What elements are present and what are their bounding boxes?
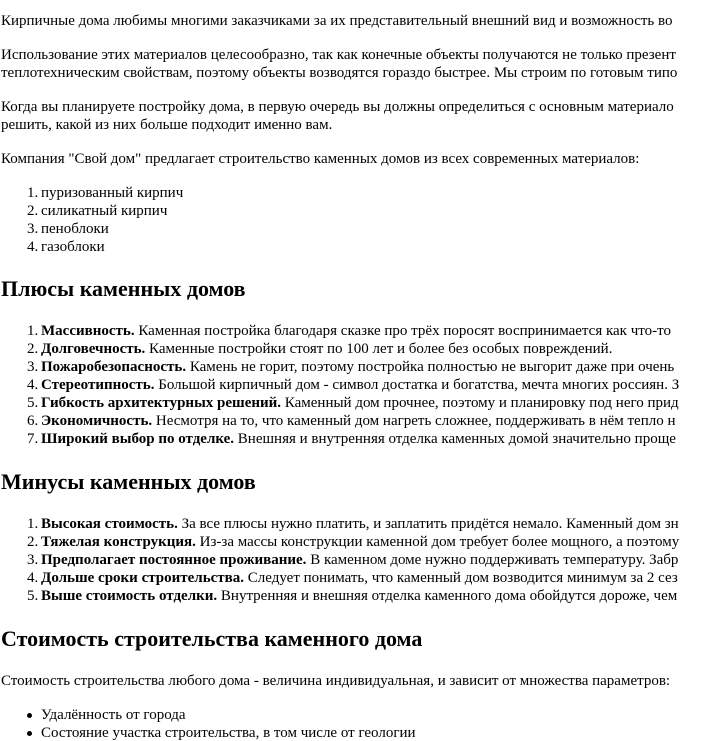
intro-paragraph-3-line-1: Когда вы планируете постройку дома, в первую очередь вы должны определиться с основным материало xyxy=(1,99,674,115)
list-item: 3. пеноблоки xyxy=(27,221,109,237)
intro-paragraph-3 xyxy=(1,98,717,134)
list-item: 6. Экономичность. Несмотря на то, что каменный дом нагреть сложнее, поддерживать в нём тепло н xyxy=(27,413,676,429)
list-item: 5. Выше стоимость отделки. Внутренняя и внешняя отделка каменного дома обойдутся дороже, чем xyxy=(27,588,678,604)
pros-heading: Плюсы каменных домов xyxy=(1,276,246,301)
list-item: 5. Гибкость архитектурных решений. Каменный дом прочнее, поэтому и планировку под него прид xyxy=(27,395,679,411)
intro-paragraph-1 xyxy=(1,12,717,30)
intro-paragraph-2 xyxy=(1,46,717,82)
list-item: Состояние участка строительства, в том числе от геологии xyxy=(0,724,717,741)
cons-heading: Минусы каменных домов xyxy=(1,469,256,494)
list-item: 2. силикатный кирпич xyxy=(27,203,168,219)
cost-heading: Стоимость строительства каменного дома xyxy=(1,626,423,651)
cons-list xyxy=(0,515,717,605)
list-item: 4. Стереотипность. Большой кирпичный дом - символ достатка и богатства, мечта многих россиян. З xyxy=(27,377,680,393)
cost-intro-paragraph xyxy=(1,672,717,690)
cost-factors-list xyxy=(0,706,717,741)
materials-list xyxy=(0,184,717,256)
intro-paragraph-2-line-2: теплотехническим свойствам, поэтому объекты возводятся гораздо быстрее. Мы строим по готовым типо xyxy=(1,65,678,81)
list-item: 4. Дольше сроки строительства. Следует понимать, что каменный дом возводится минимум за 2 сез xyxy=(27,570,678,586)
list-item: 4. газоблоки xyxy=(27,239,105,255)
intro-paragraph-4-text: Компания "Свой дом" предлагает строительство каменных домов из всех современных материалов: xyxy=(1,151,640,167)
list-item: Удалённость от города xyxy=(0,706,717,724)
list-item: 3. Предполагает постоянное проживание. В каменном доме нужно поддерживать температуру. Забр xyxy=(27,552,679,568)
intro-paragraph-2-line-1: Использование этих материалов целесообразно, так как конечные объекты получаются не только презент xyxy=(1,47,676,63)
list-item: 1. пуризованный кирпич xyxy=(27,185,184,201)
cost-intro-text: Стоимость строительства любого дома - величина индивидуальная, и зависит от множества параметров: xyxy=(1,673,671,689)
list-item: 2. Тяжелая конструкция. Из-за массы конструкции каменной дом требует более мощного, а поэтому xyxy=(27,534,680,550)
intro-paragraph-4 xyxy=(1,150,717,168)
bullet-icon xyxy=(27,713,32,718)
intro-paragraph-1-text: Кирпичные дома любимы многими заказчиками за их представительный внешний вид и возможность во xyxy=(1,13,673,29)
list-item: 2. Долговечность. Каменные постройки стоят по 100 лет и более без особых повреждений. xyxy=(27,341,613,357)
intro-paragraph-3-line-2: решить, какой из них больше подходит именно вам. xyxy=(1,117,333,133)
list-item: 3. Пожаробезопасность. Камень не горит, поэтому постройка полностью не выгорит даже при очень xyxy=(27,359,675,375)
bullet-icon xyxy=(27,731,32,736)
list-item: 7. Широкий выбор по отделке. Внешняя и внутренняя отделка каменных домой значительно проще xyxy=(27,431,676,447)
pros-list xyxy=(0,322,717,448)
list-item: 1. Высокая стоимость. За все плюсы нужно платить, и заплатить придётся немало. Каменный дом зн xyxy=(27,516,679,532)
list-item: 1. Массивность. Каменная постройка благодаря сказке про трёх поросят воспринимается как что-то xyxy=(27,323,671,339)
